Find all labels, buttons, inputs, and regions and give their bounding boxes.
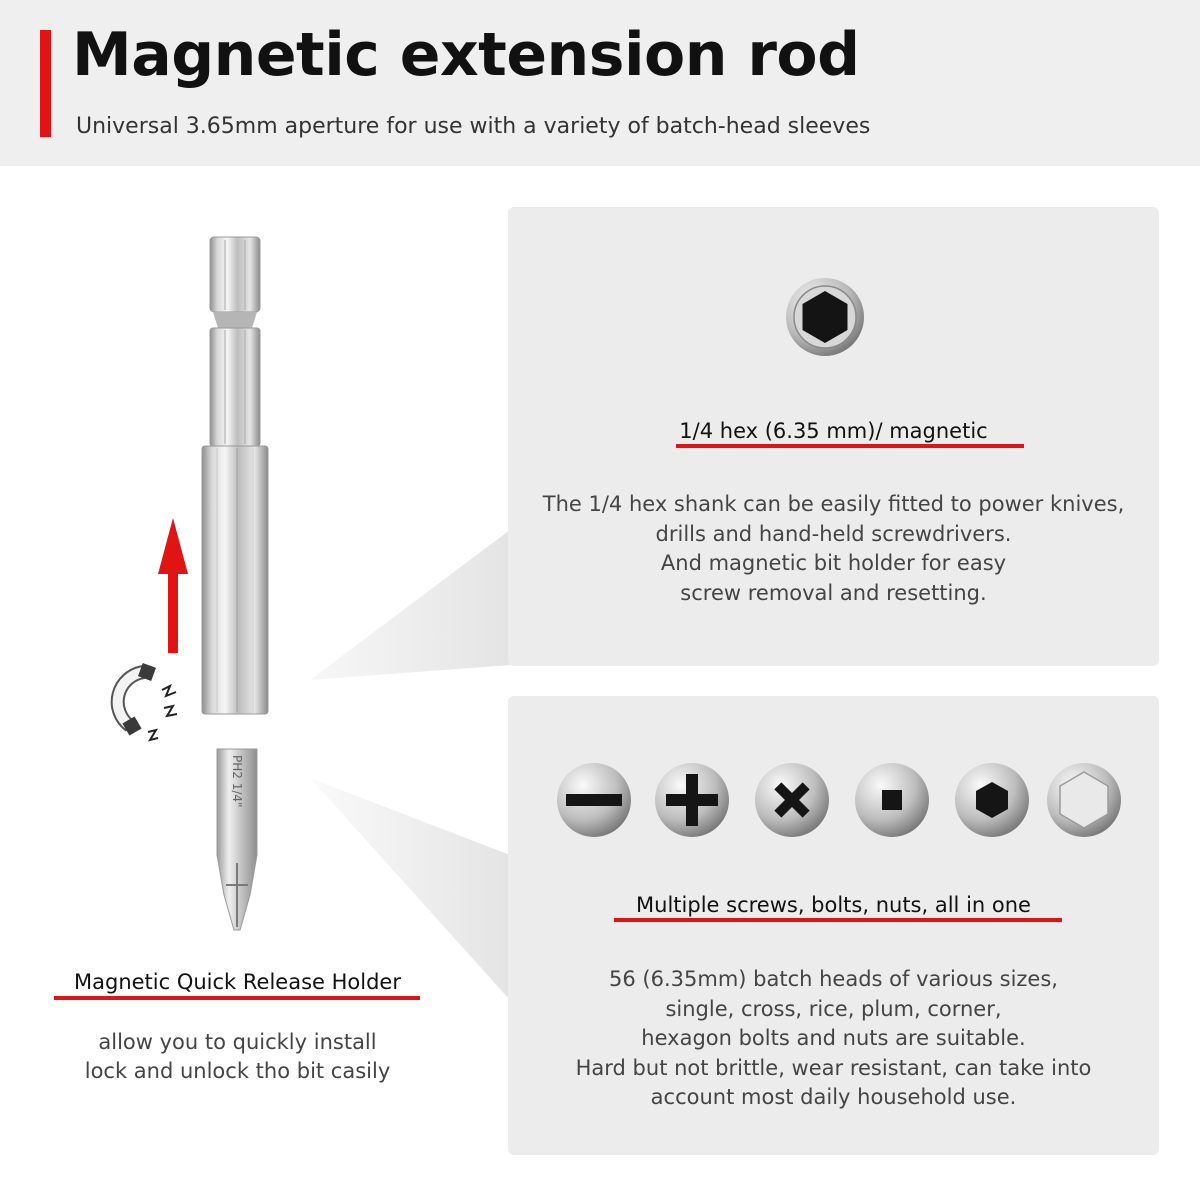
bits-description-line: Hard but not brittle, wear resistant, can take into xyxy=(575,1055,1092,1080)
phillips-head-icon xyxy=(655,763,729,837)
bit-engraving: PH2 1/4" xyxy=(230,755,244,808)
bits-heading-underline xyxy=(614,918,1062,922)
hex-description xyxy=(508,490,1159,608)
hex-shank-panel xyxy=(508,207,1159,666)
up-arrow-icon xyxy=(158,518,188,653)
bit-types-panel xyxy=(508,696,1159,1155)
bit-heads-row xyxy=(556,762,1122,838)
holder-heading-underline xyxy=(54,996,420,1000)
hex-description-line: And magnetic bit holder for easy xyxy=(660,551,1007,575)
square-head-icon xyxy=(855,763,929,837)
holder-description-line: allow you to quickly install xyxy=(98,1030,377,1054)
hex-description-line: The 1/4 hex shank can be easily fitted to power knives, xyxy=(542,492,1125,516)
cross-x-head-icon xyxy=(755,763,829,837)
bits-description-line: account most daily household use. xyxy=(650,1085,1017,1109)
slotted-head-icon xyxy=(557,763,631,837)
holder-heading: Magnetic Quick Release Holder xyxy=(74,970,401,994)
page-subtitle: Universal 3.65mm aperture for use with a variety of batch-head sleeves xyxy=(76,114,871,139)
magnet-icon xyxy=(100,660,192,750)
bits-heading: Multiple screws, bolts, nuts, all in one xyxy=(636,893,1031,917)
hex-description-line: screw removal and resetting. xyxy=(680,580,987,605)
hex-socket-icon xyxy=(785,277,865,357)
hex-description-line: drills and hand-held screwdrivers. xyxy=(655,521,1012,546)
bits-description-line: single, cross, rice, plum, corner, xyxy=(665,996,1002,1021)
hex-heading-underline xyxy=(676,444,1024,448)
extension-rod-image xyxy=(195,230,275,720)
hex-heading: 1/4 hex (6.35 mm)/ magnetic xyxy=(679,419,988,443)
holder-description xyxy=(40,1028,435,1086)
screwdriver-bit-image xyxy=(212,745,262,935)
page-title: Magnetic extension rod xyxy=(72,20,860,90)
hex-nut-icon xyxy=(1047,763,1121,837)
bits-description xyxy=(508,965,1159,1113)
hex-head-icon xyxy=(955,763,1029,837)
holder-description-line: lock and unlock tho bit casily xyxy=(84,1059,391,1083)
bits-description-line: hexagon bolts and nuts are suitable. xyxy=(641,1026,1026,1050)
bits-description-line: 56 (6.35mm) batch heads of various sizes, xyxy=(609,967,1058,991)
